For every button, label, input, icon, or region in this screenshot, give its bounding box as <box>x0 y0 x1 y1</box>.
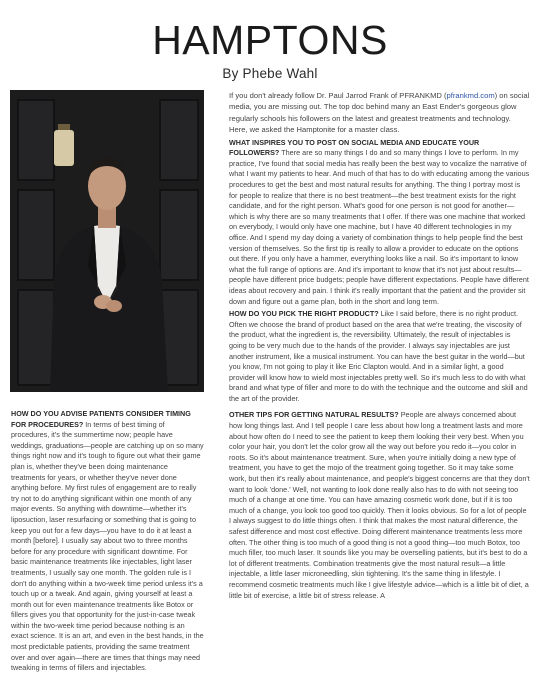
qa-block-social-media <box>229 138 530 308</box>
masthead <box>0 18 540 81</box>
pfrankmd-link[interactable]: pfrankmd.com <box>446 91 495 100</box>
question-heading: WHAT INSPIRES YOU TO POST ON SOCIAL MEDIA AND EDUCATE YOUR FOLLOWERS? <box>229 137 480 158</box>
intro-text-start: If you don't already follow Dr. Paul Jarrod Frank of PFRANKMD ( <box>229 91 447 100</box>
intro-paragraph <box>229 90 530 136</box>
qa-block-natural-results <box>229 410 530 601</box>
magazine-title: HAMPTONS <box>152 17 388 63</box>
answer-text: People are always concerned about how long things last. And I tell people I care less about how long a treatment lasts and more about how often do I need to see the patient to keep them looking their very best. When you color your hair, you don't let the color grow all the way out before you redo it—you color in roots. So it's about maintenance treatment. Sure, when you're initially doing a new type of treatment, you have to get the mojo of the treatment going together. So it may take some work, but then it's really about maintenance, and people's biggest concerns are that they don't want to look 'done.' Well, not wanting to look done really also has to do with not seeing too much of a change at one time. You can have amazing cosmetic work done, but if it is too much of a change, you look too good too quickly. Then it looks obvious. So for a lot of people I always suggest to do little things often. I think that makes the most natural difference, the safest difference and most cost effective. Doing different maintenance treatments less more often. The other thing is too much of a good thing is not a good thing—too much Botox, too much filler, too much laser. It sounds like you may be overselling patients, but it's best to do a lot of different treatments. Combination treatments give the most natural result—a little injectable, a little laser microneedling, skin tightening. It's the same thing in lifestyle. I recommend cosmetic treatments much like I give lifestyle advice—which is a little bit of diet, a little bit of exercise, a little bit of stress release. A <box>229 410 530 600</box>
qa-block-right-product <box>229 309 530 404</box>
left-column <box>11 409 204 676</box>
question-heading: OTHER TIPS FOR GETTING NATURAL RESULTS? <box>229 410 399 420</box>
question-heading: HOW DO YOU PICK THE RIGHT PRODUCT? <box>229 309 379 319</box>
answer-text: Like I said before, there is no right product. Often we choose the brand of product based on the area that we're treating, the viscosity of the product, what the ingredient is, the reversibility. Ultimately, the result of injectables is going to be very much due to the hands of the provider. I always say injectables are just another instrument, like a musical instrument. You can have the best guitar in the world—but you know, I'm not going to play it like Eric Clapton would. And in a similar light, a good provider will know how to wield most injectables pretty well. So it's much less to do with what brand and what type of filler and more to do with the technique and the outcome and skill and the art of the provider. <box>229 309 528 403</box>
right-column <box>229 90 530 603</box>
question-heading: HOW DO YOU ADVISE PATIENTS CONSIDER TIMING FOR PROCEDURES? <box>11 409 191 429</box>
byline: By Phebe Wahl <box>222 66 318 81</box>
qa-block-timing <box>11 409 204 674</box>
answer-text: There are so many things I do and so many things I love to perform. In my practice, I've found that social media has really been the best way to vocalize the narrative of what I want my patients to hear. And much of that has to do with educating among the various procedures to get the best and most natural results for anything. The thing I portray most is for people to realize that there is no best treatment—the best treatment exists for the right candidate, and for the right person. What's good for one person is not good for another—which is why there are so many treatments that I offer. If there was one machine that worked on everybody, I would only have one machine, but I have 40 different technologies in my office. And I spend my day doing a variety of combination things to help people find the best version of themselves. So the first tip is really to allow a provider to educate on the options out there. If you only have a hammer, everything looks like a nail. So it's important to know what the full range of options are. And it's important to know that it's not just about results—people have different price budgets; people have different expectations. People have different ideas about recovery and pain. I think it's really important that the patient and the provider sit down and figure out a game plan, both in the short and long term. <box>229 148 530 306</box>
intro-text-end: ) on social media, you are missing out. The top doc behind many an East Ender's gorgeous glow regularly schools his followers on the latest and greatest treatments and technology. Here, we asked the Hamptonite for a master class. <box>229 91 530 135</box>
portrait-photo-icon <box>10 90 204 392</box>
answer-text: In terms of best timing of procedures, it's the summertime now; people have weddings, graduations—people are catching up on so many things right now and it's tough to figure out what their game plan is, whether they've been doing maintenance treatments for years, or whether they've never done anything before. My first rules of engagement are to really try not to do anything significant within one month of any major events. So anything with downtime—whether it's liposuction, laser resurfacing or something that is going to keep you out for a few days—you have to do it at least a month [before]. I usually say about two to three months before for any procedure with significant downtime. For basic maintenance treatments like injectables, light laser treatments, I usually say one month. The golden rule is I don't do anything within a two-week time period unless it's a touch up or a tweak. And again, giving yourself at least a month out for even maintenance treatments like Botox or fillers gives you that opportunity for the just-in-case tweak within the two-week time period because nothing is an exact science. It is an art, and even in the best hands, in the most predictable patients, providing the same treatment over and over again—there are times that things may need tweaking in terms of fillers and injectables. <box>11 419 204 673</box>
